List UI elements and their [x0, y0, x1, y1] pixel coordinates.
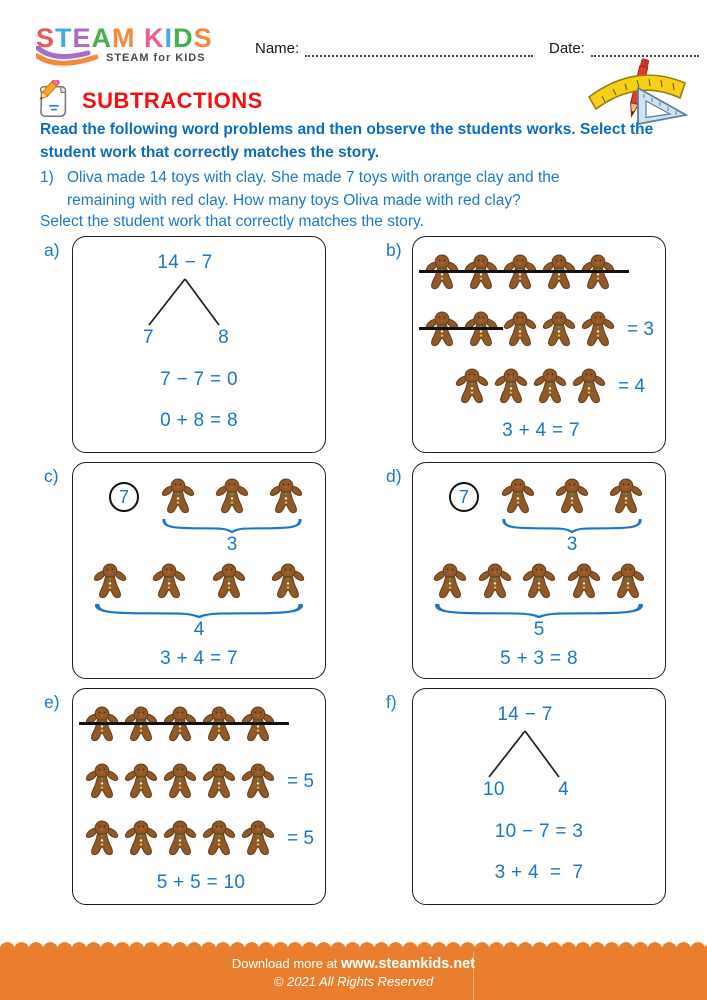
equation: 0 + 8 = 8	[160, 410, 238, 431]
footer-download-text: Download more at	[231, 956, 342, 971]
equation: 3 + 4 = 7	[494, 862, 584, 883]
gingerbread-icon	[161, 477, 195, 517]
gingerbread-icon	[609, 477, 643, 517]
name-label: Name:	[255, 40, 300, 57]
gingerbread-icon	[163, 762, 197, 802]
gingerbread-icon	[572, 367, 606, 407]
gingerbread-icon	[269, 477, 303, 517]
tree-top-expression: 14 − 7	[157, 252, 213, 273]
name-field	[255, 40, 533, 57]
group-count: 3	[566, 534, 578, 555]
number-bond-lines	[137, 277, 233, 327]
gingerbread-icon	[555, 477, 589, 517]
gingerbread-row	[455, 367, 657, 407]
row-result: = 3	[627, 319, 654, 340]
option-b-label: b)	[386, 240, 402, 260]
gingerbread-row	[425, 310, 657, 350]
steamkids-logo	[36, 24, 226, 68]
date-field	[549, 40, 699, 57]
footer-copyright: © 2021 All Rights Reserved	[273, 974, 434, 989]
underbrace-icon	[161, 518, 303, 533]
option-c-box[interactable]	[72, 462, 326, 679]
gingerbread-icon	[241, 819, 275, 859]
option-c-label: c)	[44, 466, 59, 486]
gingerbread-icon	[271, 562, 305, 602]
gingerbread-icon	[163, 819, 197, 859]
equation: 7 − 7 = 0	[160, 369, 238, 390]
gingerbread-group	[433, 562, 645, 602]
group-count: 5	[533, 619, 545, 640]
underbrace-icon	[501, 518, 643, 533]
gingerbread-icon	[494, 367, 528, 407]
underbrace-icon	[433, 603, 645, 618]
strike-line	[79, 722, 289, 725]
gingerbread-group	[161, 477, 303, 517]
instructions-text: Read the following word problems and then observe the students works. Select the student work that correctly matches the story.	[40, 121, 654, 161]
row-result: = 5	[287, 771, 314, 792]
option-e-box[interactable]	[72, 688, 326, 905]
select-instruction: Select the student work that correctly matches the story.	[40, 213, 424, 230]
gingerbread-icon	[478, 562, 512, 602]
tree-left-value: 7	[143, 327, 154, 348]
footer-scallop-edge	[0, 942, 707, 951]
equation: 3 + 4 = 7	[502, 420, 580, 441]
option-a-label: a)	[44, 240, 60, 260]
gingerbread-icon	[202, 762, 236, 802]
gingerbread-icon	[241, 762, 275, 802]
row-result: = 5	[287, 828, 314, 849]
tree-right-value: 4	[558, 779, 569, 800]
equation: 5 + 3 = 8	[500, 648, 578, 669]
option-f-box[interactable]	[412, 688, 666, 905]
circled-total: 7	[449, 482, 479, 512]
gingerbread-icon	[93, 562, 127, 602]
gingerbread-icon	[202, 819, 236, 859]
equation: 5 + 5 = 10	[156, 872, 246, 893]
footer	[0, 942, 707, 1000]
date-blank-line	[591, 42, 699, 57]
group-count: 3	[226, 534, 238, 555]
tree-top-expression: 14 − 7	[497, 704, 553, 725]
option-d-box[interactable]	[412, 462, 666, 679]
gingerbread-icon	[522, 562, 556, 602]
row-result: = 4	[618, 376, 645, 397]
gingerbread-icon	[212, 562, 246, 602]
circled-total: 7	[109, 482, 139, 512]
gingerbread-icon	[581, 310, 615, 350]
option-d-label: d)	[386, 466, 402, 486]
gingerbread-icon	[533, 367, 567, 407]
gingerbread-row	[425, 253, 657, 293]
gingerbread-icon	[503, 310, 537, 350]
tree-right-value: 8	[218, 327, 229, 348]
equation: 10 − 7 = 3	[494, 821, 584, 842]
gingerbread-icon	[152, 562, 186, 602]
underbrace-icon	[93, 603, 305, 618]
gingerbread-icon	[124, 819, 158, 859]
scroll-pencil-icon	[33, 80, 73, 122]
gingerbread-icon	[611, 562, 645, 602]
gingerbread-icon	[455, 367, 489, 407]
gingerbread-icon	[124, 762, 158, 802]
page-title: SUBTRACTIONS	[82, 88, 263, 113]
equation: 3 + 4 = 7	[160, 648, 238, 669]
footer-divider	[473, 951, 474, 1000]
date-label: Date:	[549, 40, 585, 57]
logo-wordmark: STEAM KIDS	[36, 23, 213, 53]
group-count: 4	[193, 619, 205, 640]
option-a-box[interactable]	[72, 236, 326, 453]
gingerbread-row	[85, 819, 317, 859]
problem-number: 1)	[40, 169, 54, 186]
gingerbread-group	[501, 477, 643, 517]
logo-swoosh-icon	[36, 46, 102, 68]
option-b-box[interactable]	[412, 236, 666, 453]
tree-left-value: 10	[483, 779, 505, 800]
gingerbread-icon	[215, 477, 249, 517]
name-blank-line	[305, 42, 533, 57]
gingerbread-row	[85, 705, 317, 745]
strike-line	[419, 327, 503, 330]
option-e-label: e)	[44, 692, 60, 712]
gingerbread-row	[85, 762, 317, 802]
gingerbread-icon	[85, 762, 119, 802]
gingerbread-group	[93, 562, 305, 602]
strike-line	[419, 270, 629, 273]
gingerbread-icon	[433, 562, 467, 602]
footer-site-link[interactable]: www.steamkids.net	[341, 956, 476, 972]
problem-text: Oliva made 14 toys with clay. She made 7 toys with orange clay and the remaining with red clay. How many toys Oliva made with red clay?	[67, 169, 560, 209]
gingerbread-icon	[567, 562, 601, 602]
problem-1	[40, 166, 620, 212]
gingerbread-icon	[501, 477, 535, 517]
number-bond-lines	[477, 729, 573, 779]
option-f-label: f)	[386, 692, 397, 712]
gingerbread-icon	[542, 310, 576, 350]
logo-subtitle: STEAM for KIDS	[106, 52, 206, 64]
gingerbread-icon	[85, 819, 119, 859]
